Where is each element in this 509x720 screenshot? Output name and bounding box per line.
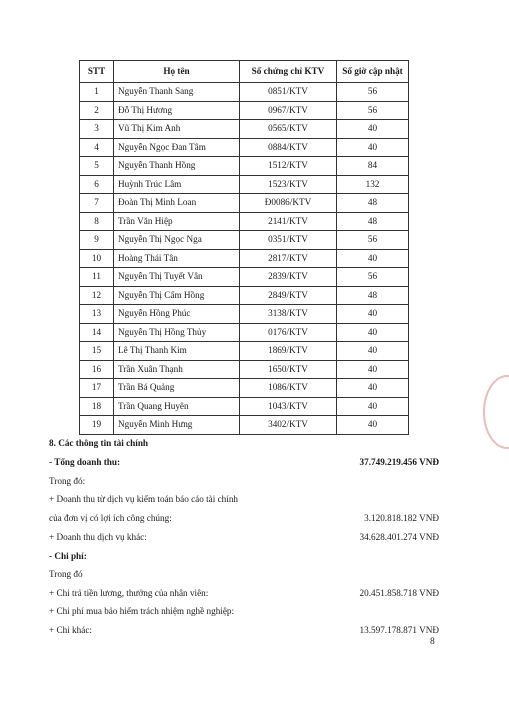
finance-label: + Chi phí mua bảo hiểm trách nhiệm nghề nghiệp:: [49, 606, 235, 616]
cell-certificate: 1086/KTV: [240, 379, 337, 398]
table-row: [80, 120, 409, 139]
finance-label: - Tổng doanh thu:: [49, 457, 121, 467]
cell-stt: 7: [80, 194, 114, 213]
stamp-seal: [483, 375, 509, 449]
table-row: [80, 194, 409, 213]
table-row: [80, 305, 409, 324]
finance-amount: 3.120.818.182 VNĐ: [364, 513, 439, 523]
cell-certificate: 1512/KTV: [240, 157, 337, 176]
cell-hours: 48: [337, 286, 409, 305]
table-row: [80, 83, 409, 102]
finance-label: Trong đó:: [49, 476, 86, 486]
cell-stt: 10: [80, 249, 114, 268]
cell-name: Trần Văn Hiệp: [114, 212, 240, 231]
cell-hours: 40: [337, 379, 409, 398]
header-name: Họ tên: [114, 61, 240, 83]
header-certificate: Số chứng chỉ KTV: [240, 61, 337, 83]
cell-name: Nguyễn Thị Tuyết Vân: [114, 268, 240, 287]
cell-name: Nguyễn Minh Hưng: [114, 416, 240, 435]
cell-hours: 40: [337, 120, 409, 139]
cell-certificate: Đ0086/KTV: [240, 194, 337, 213]
table-row: [80, 157, 409, 176]
cell-hours: 56: [337, 101, 409, 120]
page-number: 8: [430, 637, 435, 647]
cell-name: Trần Xuân Thạnh: [114, 360, 240, 379]
cell-stt: 1: [80, 83, 114, 102]
cell-stt: 13: [80, 305, 114, 324]
finance-label: + Chi khác:: [49, 625, 92, 635]
table-header-row: [80, 61, 409, 83]
cell-hours: 40: [337, 323, 409, 342]
cell-stt: 3: [80, 120, 114, 139]
finance-label: của đơn vị có lợi ích công chúng:: [49, 513, 172, 523]
cell-name: Nguyễn Thanh Sang: [114, 83, 240, 102]
cell-hours: 56: [337, 268, 409, 287]
cell-stt: 17: [80, 379, 114, 398]
table-row: [80, 379, 409, 398]
finance-label: Trong đó: [49, 569, 83, 579]
table-row: [80, 249, 409, 268]
cell-name: Đoàn Thị Minh Loan: [114, 194, 240, 213]
cell-hours: 40: [337, 342, 409, 361]
cell-name: Nguyễn Thị Ngọc Nga: [114, 231, 240, 250]
table-row: [80, 416, 409, 435]
cell-certificate: 2817/KTV: [240, 249, 337, 268]
cell-certificate: 3402/KTV: [240, 416, 337, 435]
cell-name: Nguyễn Ngọc Đan Tâm: [114, 138, 240, 157]
cell-certificate: 0884/KTV: [240, 138, 337, 157]
header-hours: Số giờ cập nhật: [337, 61, 409, 83]
cell-stt: 5: [80, 157, 114, 176]
cell-certificate: 0351/KTV: [240, 231, 337, 250]
cell-stt: 12: [80, 286, 114, 305]
cell-name: Trần Quang Huyên: [114, 397, 240, 416]
cell-hours: 56: [337, 83, 409, 102]
header-stt: STT: [80, 61, 114, 83]
auditor-table: [79, 60, 409, 435]
cell-certificate: 1043/KTV: [240, 397, 337, 416]
table-row: [80, 138, 409, 157]
cell-hours: 132: [337, 175, 409, 194]
cell-hours: 56: [337, 231, 409, 250]
cell-stt: 18: [80, 397, 114, 416]
cell-stt: 15: [80, 342, 114, 361]
table-row: [80, 212, 409, 231]
finance-amount: 13.597.178.871 VNĐ: [359, 625, 439, 635]
table-row: [80, 286, 409, 305]
cell-hours: 40: [337, 249, 409, 268]
finance-amount: 20.451.858.718 VNĐ: [359, 588, 439, 598]
cell-certificate: 0565/KTV: [240, 120, 337, 139]
cell-name: Nguyễn Thị Hồng Thủy: [114, 323, 240, 342]
table-row: [80, 175, 409, 194]
cell-hours: 40: [337, 397, 409, 416]
cell-hours: 40: [337, 416, 409, 435]
cell-stt: 2: [80, 101, 114, 120]
cell-stt: 6: [80, 175, 114, 194]
cell-hours: 40: [337, 138, 409, 157]
cell-hours: 84: [337, 157, 409, 176]
document-page: STT Họ tên Số chứng chỉ KTV Số giờ cập nhật 1 Nguyễn Thanh Sang 0851/KTV 56 2 Đỗ Thị Hương 0967/KTV 56 3 Vũ Thị Kim Anh 0565/KTV 40 4 Nguyễn Ngọc Đan Tâm 0884/KTV 40 5 Nguyễn Thanh Hồng 1512/KTV 84 6 Huỳnh Trúc Lâm 1523/KTV 132 7 Đoàn Thị Minh Loan Đ0086/KTV 48 8 Trần Văn Hiệp 2141/KTV 48 9 Nguyễn Thị Ngọc Nga 0351/KTV 56 10 Hoàng Thái Tân 2817/KTV 40 11 Nguyễn Thị Tuyết Vân 2839/KTV 56 12 Nguyễn Thị Cẩm Hồng 2849/KTV 48 13 Nguyễn Hồng Phúc 3138/KTV 40 14 Nguyễn Thị Hồng Thủy 0176/KTV 40 15 Lê Thị Thanh Kim 1869/KTV 40 16 Trần Xuân Thạnh 1650/KTV 40 17 Trần Bá Quảng 1086/KTV 40 18 Trần Quang Huyên 1043/KTV 40 19 Nguyễn Minh Hưng 3402/KTV 40 8. Các thông tin tài chính - Tổng doanh thu: 37.749.219.456 VNĐ Trong đó: + Doanh thu từ dịch vụ kiểm toán báo cáo tài chính của đơn vị có lợi ích công chúng: 3.120.818.182 VNĐ + Doanh thu dịch vụ khác: 34.628.401.274 VNĐ - Chi phí: Trong đó + Chi trả tiền lương, thưởng của nhân viên: 20.451.858.718 VNĐ + Chi phí mua bảo hiểm trách nhiệm nghề nghiệp: + Chi khác: 13.597.178.871 VNĐ 8: [0, 0, 509, 720]
cell-stt: 11: [80, 268, 114, 287]
cell-hours: 40: [337, 305, 409, 324]
cell-hours: 48: [337, 212, 409, 231]
cell-hours: 48: [337, 194, 409, 213]
cell-certificate: 2839/KTV: [240, 268, 337, 287]
cell-certificate: 3138/KTV: [240, 305, 337, 324]
cell-certificate: 1650/KTV: [240, 360, 337, 379]
cell-name: Lê Thị Thanh Kim: [114, 342, 240, 361]
cell-stt: 4: [80, 138, 114, 157]
table-row: [80, 360, 409, 379]
finance-label: - Chi phí:: [49, 551, 87, 561]
table-row: [80, 268, 409, 287]
cell-name: Nguyễn Hồng Phúc: [114, 305, 240, 324]
cell-stt: 14: [80, 323, 114, 342]
table-row: [80, 397, 409, 416]
cell-name: Trần Bá Quảng: [114, 379, 240, 398]
finance-amount: 34.628.401.274 VNĐ: [359, 532, 439, 542]
cell-certificate: 0851/KTV: [240, 83, 337, 102]
finance-label: + Doanh thu từ dịch vụ kiểm toán báo cáo tài chính: [49, 494, 239, 504]
cell-certificate: 1869/KTV: [240, 342, 337, 361]
cell-hours: 40: [337, 360, 409, 379]
cell-certificate: 2141/KTV: [240, 212, 337, 231]
cell-name: Nguyễn Thị Cẩm Hồng: [114, 286, 240, 305]
cell-name: Huỳnh Trúc Lâm: [114, 175, 240, 194]
table-row: [80, 231, 409, 250]
cell-name: Đỗ Thị Hương: [114, 101, 240, 120]
table-row: [80, 342, 409, 361]
finance-label: + Chi trả tiền lương, thưởng của nhân viên:: [49, 588, 209, 598]
cell-name: Vũ Thị Kim Anh: [114, 120, 240, 139]
cell-certificate: 0176/KTV: [240, 323, 337, 342]
cell-stt: 8: [80, 212, 114, 231]
cell-name: Nguyễn Thanh Hồng: [114, 157, 240, 176]
cell-name: Hoàng Thái Tân: [114, 249, 240, 268]
cell-certificate: 2849/KTV: [240, 286, 337, 305]
finance-amount: 37.749.219.456 VNĐ: [359, 457, 439, 467]
cell-stt: 16: [80, 360, 114, 379]
table-row: [80, 101, 409, 120]
table-row: [80, 323, 409, 342]
finance-label: + Doanh thu dịch vụ khác:: [49, 532, 147, 542]
cell-stt: 9: [80, 231, 114, 250]
cell-stt: 19: [80, 416, 114, 435]
cell-certificate: 0967/KTV: [240, 101, 337, 120]
cell-certificate: 1523/KTV: [240, 175, 337, 194]
